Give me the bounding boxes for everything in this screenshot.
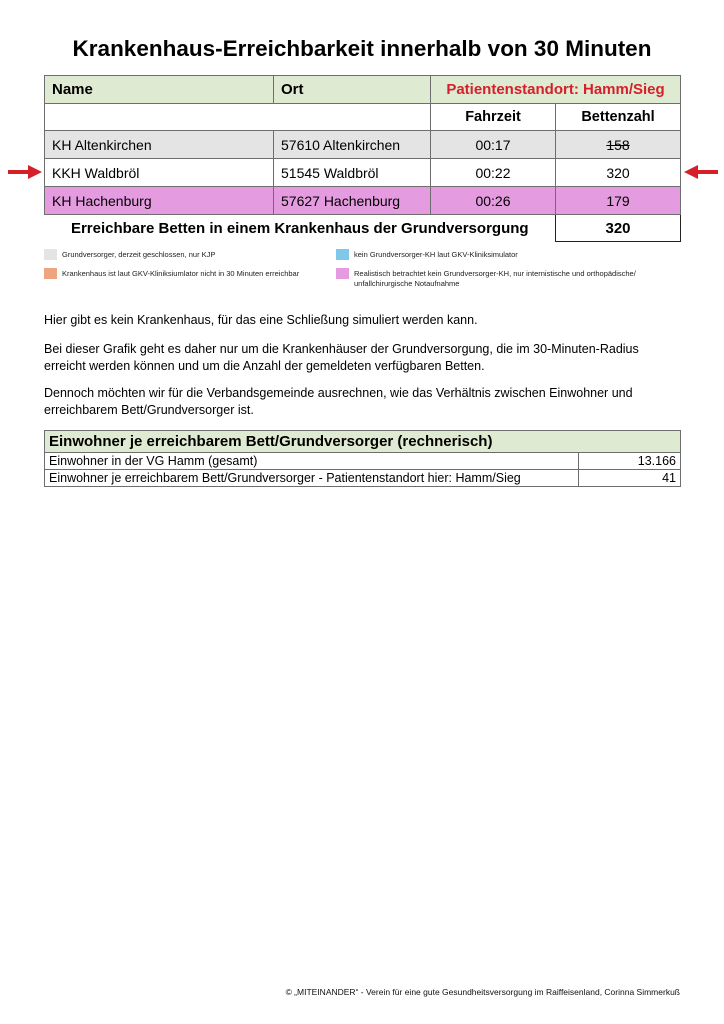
hospital-name: KKH Waldbröl	[45, 159, 274, 187]
paragraph-2: Bei dieser Grafik geht es daher nur um die Krankenhäuser der Grundversorgung, die im 30-Minuten-Radius erreicht werden können und um die Anzahl der gemeldeten verfügbaren Betten.	[44, 342, 639, 373]
calc-header-row	[45, 431, 681, 453]
hospital-name: KH Altenkirchen	[45, 131, 274, 159]
table-row	[45, 453, 681, 470]
col-name-header: Name	[45, 76, 274, 104]
col-bettenzahl-header: Bettenzahl	[556, 104, 681, 131]
legend-swatch-blue	[336, 249, 349, 260]
legend-swatch-orange	[44, 268, 57, 279]
blank-subheader-cell	[45, 104, 431, 131]
travel-time: 00:22	[431, 159, 556, 187]
total-label: Erreichbare Betten in einem Krankenhaus der Grundversorgung	[70, 219, 529, 237]
page-title: Krankenhaus-Erreichbarkeit innerhalb von 30 Minuten	[72, 36, 652, 61]
total-row	[45, 215, 681, 242]
hospital-name: KH Hachenburg	[45, 187, 274, 215]
table-subheader-row	[45, 104, 681, 131]
legend-swatch-grey	[44, 249, 57, 260]
legend-orange-text: Krankenhaus ist laut GKV-Kliniksiumlator nicht in 30 Minuten erreichbar	[62, 269, 300, 278]
travel-time: 00:17	[431, 131, 556, 159]
bed-count	[556, 131, 681, 159]
legend-grey-text: Grundversorger, derzeit geschlossen, nur KJP	[62, 250, 216, 259]
col-ort-header: Ort	[274, 76, 431, 104]
patient-location-header: Patientenstandort: Hamm/Sieg	[431, 76, 681, 104]
paragraph-3: Dennoch möchten wir für die Verbandsgemeinde ausrechnen, wie das Verhältnis zwischen Einwohner und erreichbarem Bett/Grundversorger ist.	[44, 386, 633, 417]
table-row	[45, 470, 681, 487]
travel-time: 00:26	[431, 187, 556, 215]
footer-copyright: © „MITEINANDER“ - Verein für eine gute Gesundheitsversorgung im Raiffeisenland, Corinna Simmerkuß	[285, 987, 680, 997]
calc-label: Einwohner in der VG Hamm (gesamt)	[45, 453, 579, 470]
arrow-right-icon	[8, 165, 42, 179]
calc-label: Einwohner je erreichbarem Bett/Grundversorger - Patientenstandort hier: Hamm/Sieg	[45, 470, 579, 487]
calc-value: 41	[579, 470, 681, 487]
paragraph-1: Hier gibt es kein Krankenhaus, für das eine Schließung simuliert werden kann.	[44, 313, 478, 327]
table-row	[45, 187, 681, 215]
bed-count: 179	[556, 187, 681, 215]
bed-count: 320	[556, 159, 681, 187]
calc-header: Einwohner je erreichbarem Bett/Grundversorger (rechnerisch)	[45, 431, 681, 453]
calc-table	[44, 430, 681, 487]
table-row	[45, 159, 681, 187]
legend-pink-text: Realistisch betrachtet kein Grundversorger-KH, nur internistische und orthopädische/ unfallchirurgische Notaufnahme	[354, 269, 636, 288]
calc-value: 13.166	[579, 453, 681, 470]
total-value: 320	[556, 215, 681, 242]
legend-swatch-pink	[336, 268, 349, 279]
hospital-table	[44, 75, 681, 242]
bed-count-struck: 158	[606, 136, 630, 153]
hospital-location: 51545 Waldbröl	[274, 159, 431, 187]
legend-blue-text: kein Grundversorger-KH laut GKV-Kliniksimulator	[354, 250, 518, 259]
hospital-location: 57627 Hachenburg	[274, 187, 431, 215]
hospital-location: 57610 Altenkirchen	[274, 131, 431, 159]
col-fahrzeit-header: Fahrzeit	[431, 104, 556, 131]
table-row	[45, 131, 681, 159]
arrow-left-icon	[684, 165, 718, 179]
table-header-row	[45, 76, 681, 104]
